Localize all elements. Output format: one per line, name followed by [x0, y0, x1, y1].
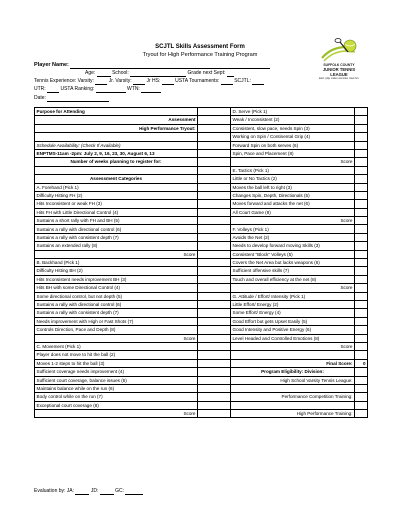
right-criterion-cell: Moves the ball left to right (3): [231, 183, 355, 191]
right-score-box[interactable]: [355, 233, 368, 241]
left-score-box[interactable]: [198, 141, 231, 149]
right-criterion-cell: All Court Game (8): [231, 208, 355, 216]
left-score-box[interactable]: [198, 259, 231, 267]
right-score-box[interactable]: [355, 149, 368, 157]
scjtl-field[interactable]: [252, 80, 264, 85]
table-row: [35, 368, 368, 376]
left-criterion-cell: Sustains a rally with consistent depth (7): [35, 233, 198, 241]
left-criterion-cell: [35, 166, 198, 174]
wtn-field[interactable]: [141, 88, 161, 93]
right-criterion-cell: Score: [231, 217, 355, 225]
varsity-field[interactable]: [95, 80, 107, 85]
right-criterion-cell: Level Headed and Controlled Emotions (8): [231, 334, 355, 342]
right-criterion-cell: Covers the Net Area but lacks weapons (6): [231, 259, 355, 267]
left-criterion-cell: Hits BH with some Directional Control (4): [35, 284, 198, 292]
right-score-box[interactable]: [355, 267, 368, 275]
right-criterion-cell: Score: [231, 284, 355, 292]
left-score-box[interactable]: [198, 401, 231, 409]
left-criterion-cell: Assessment: [35, 116, 198, 124]
right-criterion-cell: F. Volleys (Pick 1): [231, 225, 355, 233]
right-criterion-cell: [231, 401, 355, 409]
right-criterion-cell: Some Effort/ Energy (4): [231, 309, 355, 317]
right-criterion-cell: Program Eligibility: Division:: [231, 368, 355, 376]
table-row: [35, 250, 368, 258]
table-row: [35, 124, 368, 132]
left-score-box[interactable]: [198, 334, 231, 342]
table-row: [35, 317, 368, 325]
usta-ranking-label: USTA Ranking:: [60, 86, 95, 92]
table-row: [35, 149, 368, 157]
usta-tournaments-label: USTA Tournaments:: [175, 78, 220, 84]
right-criterion-cell: Sufficient offensive skills (7): [231, 267, 355, 275]
right-score-box[interactable]: [355, 200, 368, 208]
left-criterion-cell: Player does not move to hit the ball (2): [35, 351, 198, 359]
right-criterion-cell: Consistent "Block" Volleys (5): [231, 250, 355, 258]
date-field[interactable]: [47, 97, 109, 102]
assessment-grid-body: [35, 108, 368, 418]
form-title: SCJTL Skills Assessment Form: [155, 44, 245, 50]
right-score-box[interactable]: [355, 401, 368, 409]
right-criterion-cell: Score: [231, 342, 355, 350]
right-score-box[interactable]: [355, 309, 368, 317]
jd-label: JD:: [90, 488, 99, 494]
right-score-box[interactable]: [355, 191, 368, 199]
left-criterion-cell: Assessment Categories: [35, 175, 198, 183]
left-score-box[interactable]: [198, 317, 231, 325]
left-criterion-cell: ENPTMS-11am -2pm: July 2, 9, 16, 23, 30, August 6, 13: [35, 149, 198, 157]
table-row: [35, 108, 368, 116]
left-score-box[interactable]: [198, 351, 231, 359]
right-criterion-cell: D. Serve (Pick 1): [231, 108, 355, 116]
gc-label: GC:: [115, 488, 124, 494]
right-criterion-cell: Good Intensity and Positive Energy (6): [231, 326, 355, 334]
left-score-box[interactable]: [198, 275, 231, 283]
gc-field[interactable]: [125, 490, 143, 495]
table-row: [35, 259, 368, 267]
school-field[interactable]: [130, 72, 186, 77]
right-score-box[interactable]: [355, 242, 368, 250]
left-score-box[interactable]: [198, 149, 231, 157]
left-criterion-cell: Some directional control, but not depth (5): [35, 292, 198, 300]
left-criterion-cell: Needs improvement with High or Fast Shots (7): [35, 317, 198, 325]
table-row: [35, 275, 368, 283]
left-criterion-cell: Hits FH with Little Directional Control (4): [35, 208, 198, 216]
left-criterion-cell: Purpose for Attending: [35, 108, 198, 116]
table-row: [35, 359, 368, 367]
left-criterion-cell: [35, 133, 198, 141]
left-criterion-cell: High Performance Tryout:: [35, 124, 198, 132]
right-score-box[interactable]: [355, 351, 368, 359]
right-criterion-cell: Little or No Tactics (2): [231, 175, 355, 183]
left-score-box[interactable]: [198, 175, 231, 183]
right-score-box[interactable]: [355, 384, 368, 392]
tennis-experience-label: Tennis Experience:: [34, 78, 77, 84]
table-row: [35, 410, 368, 418]
table-row: [35, 217, 368, 225]
usta-tournaments-field[interactable]: [221, 80, 233, 85]
table-row: [35, 351, 368, 359]
left-criterion-cell: Sustains a short rally with FH and BH (5): [35, 217, 198, 225]
left-criterion-cell: Hits Inconsistent needs improvement BH (3): [35, 275, 198, 283]
table-row: [35, 242, 368, 250]
table-row: [35, 225, 368, 233]
left-criterion-cell: Sustains a rally with consistent depth (7): [35, 309, 198, 317]
form-subtitle: Tryout for High Performance Training Program: [142, 52, 258, 58]
right-criterion-cell: Final Score:: [231, 359, 355, 367]
right-score-box[interactable]: [355, 284, 368, 292]
right-score-box[interactable]: [355, 342, 368, 350]
table-row: [35, 200, 368, 208]
left-score-box[interactable]: [198, 166, 231, 174]
wtn-label: WTN:: [127, 86, 140, 92]
left-score-box[interactable]: [198, 108, 231, 116]
player-name-field[interactable]: [70, 64, 270, 69]
left-criterion-cell: B. Backhand (Pick 1): [35, 259, 198, 267]
logo-line-1: SUFFOLK COUNTY: [323, 63, 355, 67]
right-score-box[interactable]: [355, 217, 368, 225]
right-score-box[interactable]: [355, 175, 368, 183]
right-score-box[interactable]: [355, 141, 368, 149]
right-score-box[interactable]: [355, 300, 368, 308]
utr-label: UTR:: [34, 86, 46, 92]
tennis-ball-logo-icon: [318, 38, 360, 64]
left-score-box[interactable]: [198, 208, 231, 216]
right-criterion-cell: High School Varsity Tennis League:: [231, 376, 355, 384]
left-score-box[interactable]: [198, 326, 231, 334]
left-criterion-cell: Hits Inconsistent or weak FH (3): [35, 200, 198, 208]
right-criterion-cell: E. Tactics (Pick 1): [231, 166, 355, 174]
scjtl-label: SCJTL:: [234, 78, 251, 84]
left-score-box[interactable]: [198, 233, 231, 241]
right-criterion-cell: High Performance Training:: [231, 410, 355, 418]
left-score-box[interactable]: [198, 124, 231, 132]
logo-line-2: JUNIOR TENNIS LEAGUE: [322, 66, 356, 77]
left-score-box[interactable]: [198, 133, 231, 141]
left-score-box[interactable]: [198, 292, 231, 300]
left-criterion-cell: Score: [35, 334, 198, 342]
left-score-box[interactable]: [198, 309, 231, 317]
right-score-box[interactable]: [355, 124, 368, 132]
table-row: [35, 267, 368, 275]
jr-hs-field[interactable]: [162, 80, 174, 85]
right-score-box[interactable]: [355, 393, 368, 401]
table-row: [35, 384, 368, 392]
left-criterion-cell: Sufficient court coverage, balance issues (5): [35, 376, 198, 384]
left-criterion-cell: Maintains balance while on the run (6): [35, 384, 198, 392]
table-row: [35, 309, 368, 317]
left-score-box[interactable]: [198, 410, 231, 418]
table-row: [35, 208, 368, 216]
table-row: [35, 334, 368, 342]
grade-field[interactable]: [227, 72, 234, 77]
jr-hs-label: Jr HS:: [146, 78, 161, 84]
right-criterion-cell: Moves forward and attacks the net (6): [231, 200, 355, 208]
left-score-box[interactable]: [198, 158, 231, 166]
left-score-box[interactable]: [198, 359, 231, 367]
left-score-box[interactable]: [198, 225, 231, 233]
left-criterion-cell: Exceptional court coverage (8): [35, 401, 198, 409]
left-criterion-cell: Number of weeks planning to register for:: [35, 158, 198, 166]
right-criterion-cell: Touch and overall efficiency at the net (8): [231, 275, 355, 283]
right-score-box[interactable]: [355, 275, 368, 283]
left-criterion-cell: Body control while on the run (7): [35, 393, 198, 401]
grade-label: Grade next Sept:: [187, 70, 226, 76]
left-score-box[interactable]: [198, 376, 231, 384]
left-score-box[interactable]: [198, 116, 231, 124]
table-row: [35, 175, 368, 183]
table-row: [35, 116, 368, 124]
left-score-box[interactable]: [198, 250, 231, 258]
table-row: [35, 326, 368, 334]
evaluation-by-label: Evaluation by: JA:: [34, 488, 75, 494]
right-score-box[interactable]: [355, 317, 368, 325]
player-name-row: [34, 62, 270, 69]
left-criterion-cell: Score: [35, 250, 198, 258]
left-score-box[interactable]: [198, 200, 231, 208]
left-score-box[interactable]: [198, 393, 231, 401]
evaluation-row: [34, 489, 143, 495]
right-criterion-cell: Little Effort/ Energy (2): [231, 300, 355, 308]
left-score-box[interactable]: [198, 384, 231, 392]
right-criterion-cell: Avoids the Net (2): [231, 233, 355, 241]
left-score-box[interactable]: [198, 368, 231, 376]
table-row: [35, 376, 368, 384]
table-row: [35, 191, 368, 199]
right-score-box[interactable]: [355, 208, 368, 216]
left-score-box[interactable]: [198, 217, 231, 225]
left-score-box[interactable]: [198, 342, 231, 350]
right-score-box[interactable]: [355, 368, 368, 376]
varsity-label: Varsity:: [77, 78, 94, 84]
table-row: [35, 233, 368, 241]
date-label: Date:: [34, 95, 46, 101]
left-criterion-cell: Difficulty Hitting BH (2): [35, 267, 198, 275]
left-score-box[interactable]: [198, 284, 231, 292]
right-score-box[interactable]: [355, 166, 368, 174]
table-row: [35, 158, 368, 166]
right-score-box[interactable]: [355, 158, 368, 166]
left-criterion-cell: Moves 1-2 steps to hit the ball (3): [35, 359, 198, 367]
age-school-row: [85, 71, 234, 77]
right-score-box[interactable]: [355, 259, 368, 267]
age-label: Age:: [85, 70, 96, 76]
right-score-box[interactable]: [355, 410, 368, 418]
player-name-label: Player Name:: [34, 62, 69, 68]
right-score-box[interactable]: [355, 183, 368, 191]
logo-tagline: learn. play. make memories. have fun.: [318, 76, 360, 80]
usta-ranking-field[interactable]: [96, 88, 126, 93]
right-score-box[interactable]: [355, 225, 368, 233]
table-row: [35, 401, 368, 409]
right-criterion-cell: [231, 384, 355, 392]
left-criterion-cell: Sustains a rally with directional control (6): [35, 225, 198, 233]
right-score-box[interactable]: [355, 250, 368, 258]
right-criterion-cell: Changes Spin, Depth, Directionals (5): [231, 191, 355, 199]
right-score-box[interactable]: [355, 116, 368, 124]
right-score-box[interactable]: [355, 326, 368, 334]
right-score-box[interactable]: [355, 334, 368, 342]
right-criterion-cell: G. Attitude / Effort/ Intensity (Pick 1): [231, 292, 355, 300]
right-criterion-cell: Needs to develop forward moving Skills (3): [231, 242, 355, 250]
table-row: [35, 284, 368, 292]
right-score-box[interactable]: 0: [355, 359, 368, 367]
tennis-experience-row: [34, 79, 264, 85]
utr-field[interactable]: [47, 88, 59, 93]
age-field[interactable]: [97, 72, 111, 77]
right-criterion-cell: Score: [231, 158, 355, 166]
left-score-box[interactable]: [198, 300, 231, 308]
ja-field[interactable]: [75, 490, 89, 495]
assessment-grid: [34, 107, 368, 418]
left-score-box[interactable]: [198, 191, 231, 199]
jd-field[interactable]: [100, 490, 114, 495]
table-row: [35, 342, 368, 350]
left-criterion-cell: Schedule Availability: (Check If Available): [35, 141, 198, 149]
table-row: [35, 300, 368, 308]
left-criterion-cell: Controls Direction, Pace and Depth (8): [35, 326, 198, 334]
left-score-box[interactable]: [198, 242, 231, 250]
jr-varsity-field[interactable]: [133, 80, 145, 85]
left-criterion-cell: Difficulty Hitting FH (2): [35, 191, 198, 199]
jr-varsity-label: Jr. Varsity:: [108, 78, 132, 84]
left-score-box[interactable]: [198, 267, 231, 275]
table-row: [35, 166, 368, 174]
right-score-box[interactable]: [355, 133, 368, 141]
school-label: School:: [112, 70, 129, 76]
right-criterion-cell: Performance Competition Training:: [231, 393, 355, 401]
right-criterion-cell: Spin, Pace and Placement (8): [231, 149, 355, 157]
left-criterion-cell: Sustains a rally with directional control (6): [35, 300, 198, 308]
table-row: [35, 393, 368, 401]
right-score-box[interactable]: [355, 292, 368, 300]
left-criterion-cell: A. Forehand (Pick 1): [35, 183, 198, 191]
left-score-box[interactable]: [198, 183, 231, 191]
left-criterion-cell: Score: [35, 410, 198, 418]
right-score-box[interactable]: [355, 108, 368, 116]
date-row: [34, 96, 109, 102]
table-row: [35, 141, 368, 149]
left-criterion-cell: Sufficient coverage needs improvement (4): [35, 368, 198, 376]
right-criterion-cell: [231, 351, 355, 359]
table-row: [35, 183, 368, 191]
right-criterion-cell: Working on Spin / Continental Grip (4): [231, 133, 355, 141]
right-criterion-cell: Forward Spin on both serves (6): [231, 141, 355, 149]
right-criterion-cell: Weak / Inconsistent (2): [231, 116, 355, 124]
table-row: [35, 292, 368, 300]
right-criterion-cell: Good Effort but gets Upset Easily (5): [231, 317, 355, 325]
right-criterion-cell: Consistent, slow pace, needs Spin (3): [231, 124, 355, 132]
left-criterion-cell: C. Movement (Pick 1): [35, 342, 198, 350]
rankings-row: [34, 87, 161, 93]
right-score-box[interactable]: [355, 376, 368, 384]
table-row: [35, 133, 368, 141]
left-criterion-cell: Sustains an extended rally (8): [35, 242, 198, 250]
